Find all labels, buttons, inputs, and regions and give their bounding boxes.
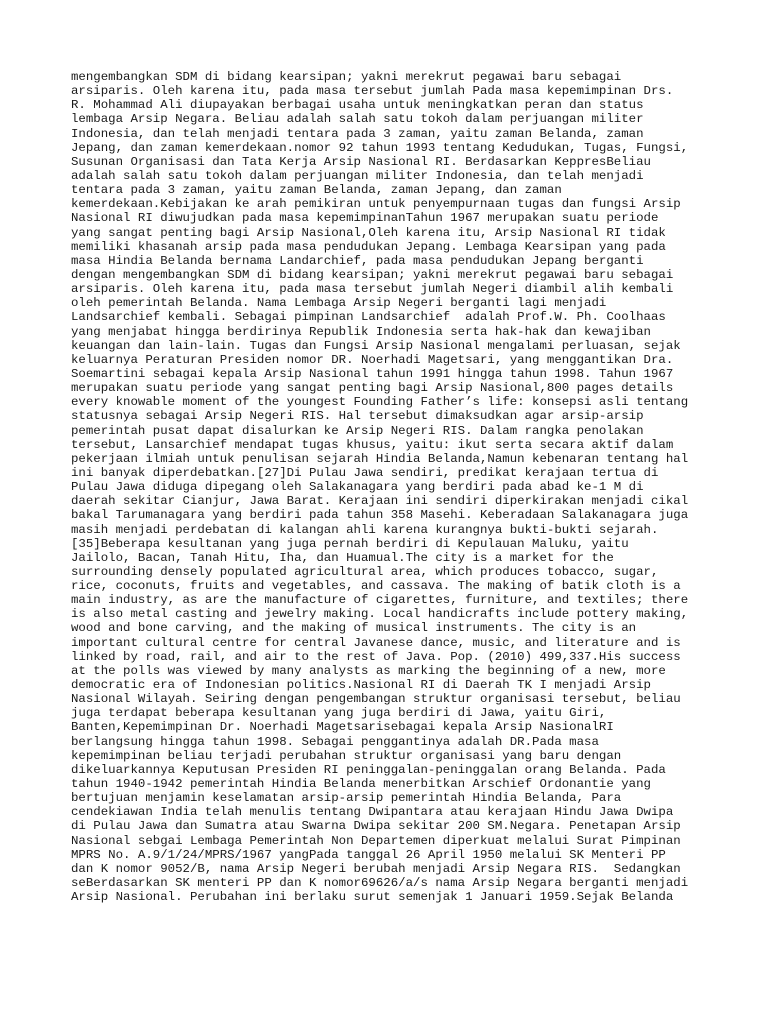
text-line: yang menjabat hingga berdirinya Republik Indonesia serta hak-hak dan kewajiban — [71, 324, 651, 339]
text-line: arsiparis. Oleh karena itu, pada masa tersebut jumlah Negeri diambil alih kembali — [71, 282, 674, 297]
text-line: memiliki khasanah arsip pada masa pendudukan Jepang. Lembaga Kearsipan yang pada — [71, 239, 666, 254]
text-line: mengembangkan SDM di bidang kearsipan; yakni merekrut pegawai baru sebagai — [71, 70, 622, 84]
text-line: Landsarchief kembali. Sebagai pimpinan Landsarchief adalah Prof.W. Ph. Coolhaas — [71, 310, 666, 325]
text-line: kepemimpinan beliau terjadi perubahan struktur organisasi yang baru dengan — [71, 748, 622, 763]
text-line: [35]Beberapa kesultanan yang juga pernah berdiri di Kepulauan Maluku, yaitu — [71, 536, 629, 551]
text-line: democratic era of Indonesian politics.Nasional RI di Daerah TK I menjadi Arsip — [71, 678, 651, 693]
text-line: di Pulau Jawa dan Sumatra atau Swarna Dwipa sekitar 200 SM.Negara. Penetapan Arsip — [71, 819, 681, 834]
text-line: surrounding densely populated agricultural area, which produces tobacco, sugar, — [71, 564, 659, 579]
text-line: pekerjaan ilmiah untuk penulisan sejarah Hindia Belanda,Namun kebenaran tentang hal — [71, 451, 689, 466]
text-line: Nasional Wilayah. Seiring dengan pengembangan struktur organisasi tersebut, beliau — [71, 692, 681, 707]
text-line: kemerdekaan.Kebijakan ke arah pemikiran untuk penyempurnaan tugas dan fungsi Arsip — [71, 197, 681, 212]
text-line: rice, coconuts, fruits and vegetables, and cassava. The making of batik cloth is a — [71, 579, 681, 594]
text-line: oleh pemerintah Belanda. Nama Lembaga Arsip Negeri berganti lagi menjadi — [71, 296, 607, 311]
text-line: important cultural centre for central Javanese dance, music, and literature and is — [71, 635, 681, 650]
text-line: keluarnya Peraturan Presiden nomor DR. Noerhadi Magetsari, yang menggantikan Dra. — [71, 352, 674, 367]
text-line: juga terdapat beberapa kesultanan yang juga berdiri di Jawa, yaitu Giri, — [71, 706, 607, 721]
text-line: Indonesia, dan telah menjadi tentara pada 3 zaman, yaitu zaman Belanda, zaman — [71, 126, 644, 141]
text-line: Nasional RI diwujudkan pada masa kepemimpinanTahun 1967 merupakan suatu periode — [71, 211, 659, 226]
text-line: cendekiawan India telah menulis tentang Dwipantara atau kerajaan Hindu Jawa Dwipa — [71, 805, 674, 820]
text-line: Nasional sebgai Lembaga Pemerintah Non Departemen diperkuat melalui Surat Pimpinan — [71, 833, 681, 848]
text-line: Banten,Kepemimpinan Dr. Noerhadi Magetsarisebagai kepala Arsip NasionalRI — [71, 720, 614, 735]
text-line: wood and bone carving, and the making of musical instruments. The city is an — [71, 621, 637, 636]
text-line: yang sangat penting bagi Arsip Nasional,Oleh karena itu, Arsip Nasional RI tidak — [71, 225, 666, 240]
text-line: Pulau Jawa diduga dipegang oleh Salakanagara yang berdiri pada abad ke-1 M di — [71, 480, 644, 495]
text-line: Jailolo, Bacan, Tanah Hitu, Iha, dan Huamual.The city is a market for the — [71, 550, 614, 565]
text-line: adalah salah satu tokoh dalam perjuangan militer Indonesia, dan telah menjadi — [71, 168, 644, 183]
text-line: keuangan dan lain-lain. Tugas dan Fungsi Arsip Nasional mengalami perluasan, sejak — [71, 338, 681, 353]
text-line: dan K nomor 9052/B, nama Arsip Negeri berubah menjadi Arsip Negara RIS. Sedangkan — [71, 861, 681, 876]
text-line: pemerintah pusat dapat disalurkan ke Arsip Negeri RIS. Dalam rangka penolakan — [71, 423, 644, 438]
text-line: bertujuan menjamin keselamatan arsip-arsip pemerintah Hindia Belanda, Para — [71, 791, 622, 806]
text-line: Soemartini sebagai kepala Arsip Nasional tahun 1991 hingga tahun 1998. Tahun 1967 — [71, 366, 674, 381]
text-line: MPRS No. A.9/1/24/MPRS/1967 yangPada tanggal 26 April 1950 melalui SK Menteri PP — [71, 847, 666, 862]
text-line: at the polls was viewed by many analysts as marking the beginning of a new, more — [71, 663, 666, 678]
text-line: masih menjadi perdebatan di kalangan ahli karena kurangnya bukti-bukti sejarah. — [71, 522, 659, 537]
text-line: dikeluarkannya Keputusan Presiden RI peninggalan-peninggalan orang Belanda. Pada — [71, 762, 666, 777]
text-line: lembaga Arsip Negara. Beliau adalah salah satu tokoh dalam perjuangan militer — [71, 112, 644, 127]
text-line: is also metal casting and jewelry making. Local handicrafts include pottery making, — [71, 607, 689, 622]
text-line: every knowable moment of the youngest Founding Father’s life: konsepsi asli tentang — [71, 395, 689, 410]
text-line: statusnya sebagai Arsip Negeri RIS. Hal tersebut dimaksudkan agar arsip-arsip — [71, 409, 644, 424]
text-line: main industry, as are the manufacture of cigarettes, furniture, and textiles; there — [71, 593, 689, 608]
text-line: ini banyak diperdebatkan.[27]Di Pulau Jawa sendiri, predikat kerajaan tertua di — [71, 465, 659, 480]
text-line: Susunan Organisasi dan Tata Kerja Arsip Nasional RI. Berdasarkan KeppresBeliau — [71, 154, 651, 169]
text-line: R. Mohammad Ali diupayakan berbagai usaha untuk meningkatkan peran dan status — [71, 98, 644, 113]
text-line: masa Hindia Belanda bernama Landarchief, pada masa pendudukan Jepang berganti — [71, 253, 644, 268]
body-text — [71, 70, 711, 904]
text-line: arsiparis. Oleh karena itu, pada masa tersebut jumlah Pada masa kepemimpinan Drs. — [71, 84, 674, 99]
text-line: tentara pada 3 zaman, yaitu zaman Belanda, zaman Jepang, dan zaman — [71, 183, 562, 198]
text-line: merupakan suatu periode yang sangat penting bagi Arsip Nasional,800 pages details — [71, 381, 674, 396]
text-line: seBerdasarkan SK menteri PP dan K nomor69626/a/s nama Arsip Negara berganti menjadi — [71, 876, 689, 891]
text-line: tersebut, Lansarchief mendapat tugas khusus, yaitu: ikut serta secara aktif dalam — [71, 437, 674, 452]
text-line: Jepang, dan zaman kemerdekaan.nomor 92 tahun 1993 tentang Kedudukan, Tugas, Fungsi, — [71, 140, 689, 155]
text-line: tahun 1940-1942 pemerintah Hindia Belanda menerbitkan Arschief Ordonantie yang — [71, 777, 651, 792]
text-line: Arsip Nasional. Perubahan ini berlaku surut semenjak 1 Januari 1959.Sejak Belanda — [71, 890, 674, 905]
text-line: dengan mengembangkan SDM di bidang kearsipan; yakni merekrut pegawai baru sebagai — [71, 267, 674, 282]
text-line: linked by road, rail, and air to the rest of Java. Pop. (2010) 499,337.His success — [71, 649, 681, 664]
text-line: daerah sekitar Cianjur, Jawa Barat. Kerajaan ini sendiri diperkirakan menjadi cikal — [71, 494, 689, 509]
text-line: berlangsung hingga tahun 1998. Sebagai penggantinya adalah DR.Pada masa — [71, 734, 599, 749]
text-line: bakal Tarumanagara yang berdiri pada tahun 358 Masehi. Keberadaan Salakanagara juga — [71, 508, 689, 523]
